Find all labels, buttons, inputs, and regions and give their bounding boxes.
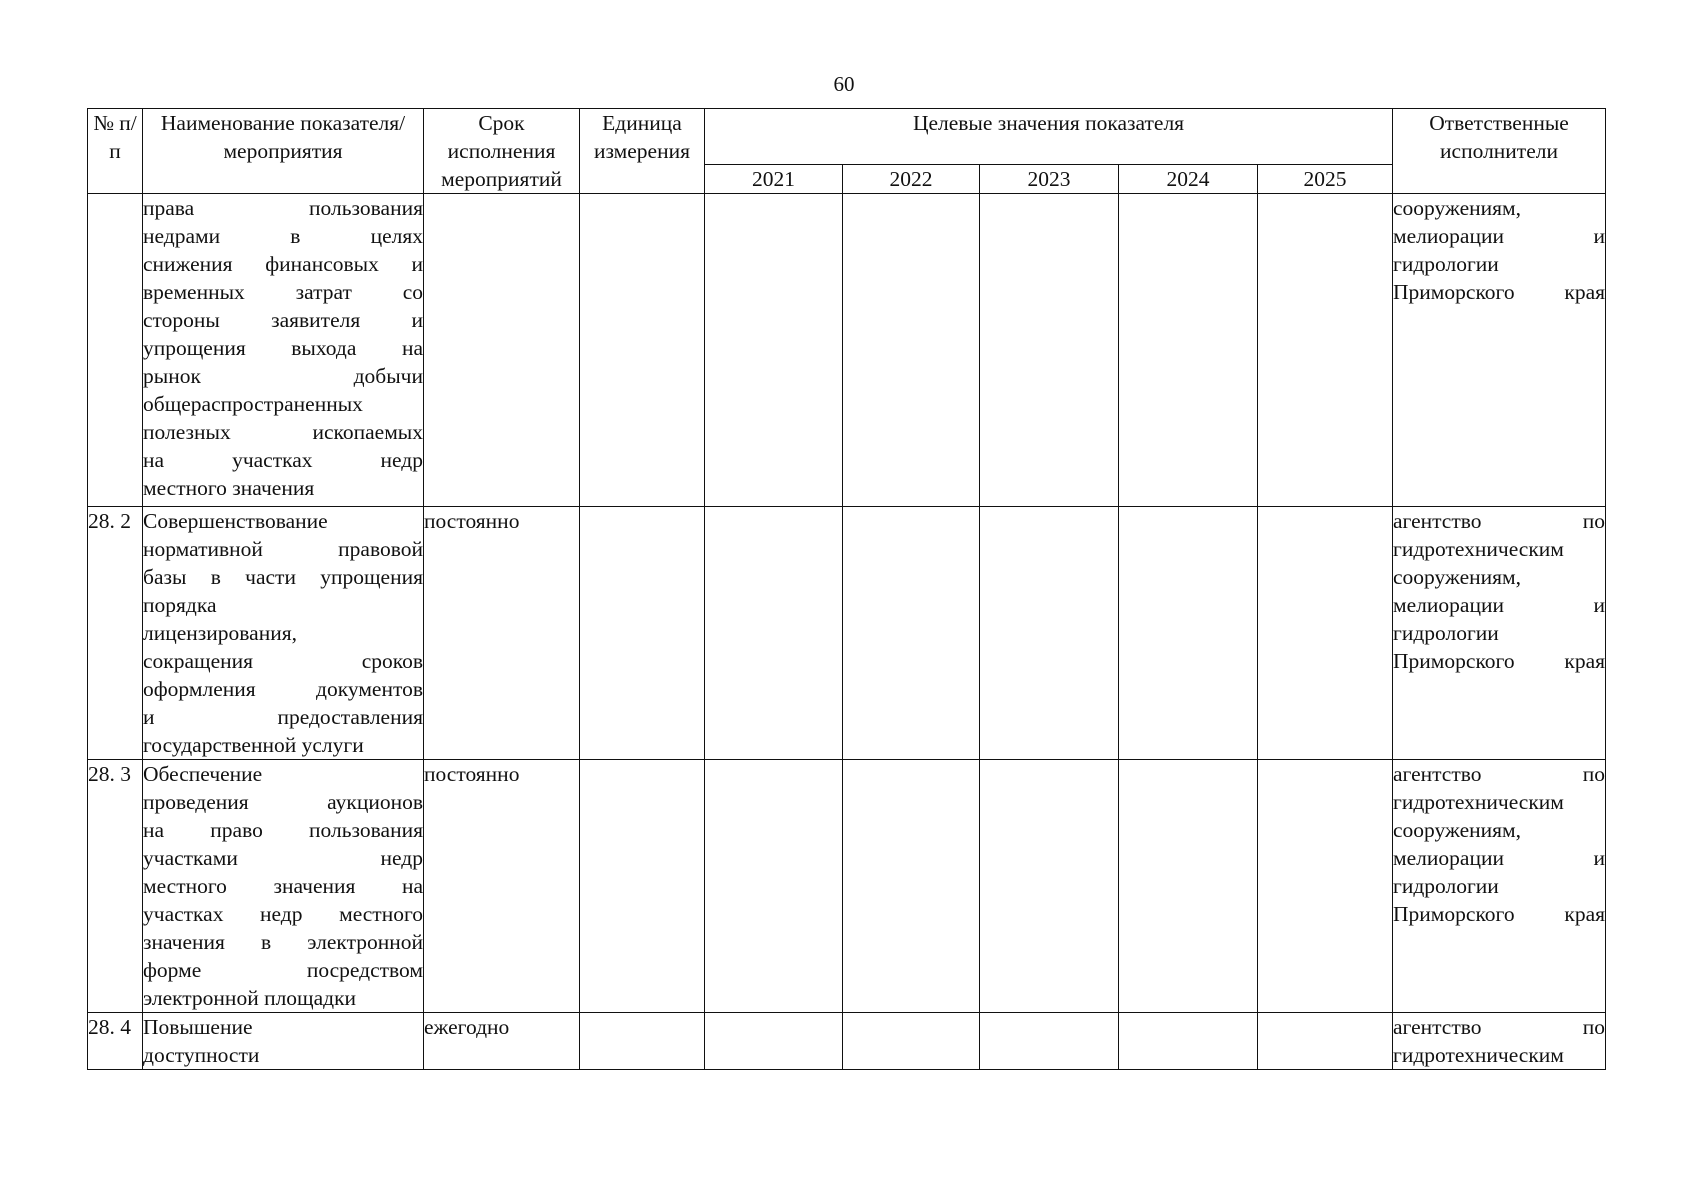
measure-name-line: нормативной правовой: [143, 537, 423, 561]
value-2021: [705, 760, 843, 1013]
measure-name-line: оформления документов: [143, 677, 423, 701]
measure-name-line: проведения аукционов: [143, 790, 423, 814]
measure-name-line: порядка: [143, 593, 217, 617]
responsible-line: гидротехническим: [1393, 537, 1564, 561]
header-targets: Целевые значения показателя: [705, 109, 1393, 165]
measure-name-line: лицензирования,: [143, 621, 297, 645]
measure-name-line: упрощения выхода на: [143, 336, 423, 360]
measure-name-line: рынок добычи: [143, 364, 423, 388]
table-row: [88, 507, 1606, 760]
measures-table: [87, 108, 1606, 1070]
measure-name-line: стороны заявителя и: [143, 308, 423, 332]
measure-name-line: полезных ископаемых: [143, 420, 423, 444]
measure-name-line: Совершенствование: [143, 509, 328, 533]
responsible-executor: [1393, 507, 1606, 760]
row-number: 28. 4: [88, 1013, 143, 1070]
responsible-executor: [1393, 194, 1606, 507]
unit-cell: [580, 194, 705, 507]
table-row: [88, 760, 1606, 1013]
responsible-line: сооружениям,: [1393, 818, 1521, 842]
measure-term: [424, 194, 580, 507]
value-2021: [705, 507, 843, 760]
header-responsible: Ответственные исполнители: [1393, 109, 1606, 194]
measure-name-line: участках недр местного: [143, 902, 423, 926]
value-2024: [1119, 194, 1258, 507]
value-2025: [1258, 194, 1393, 507]
measure-term: постоянно: [424, 760, 580, 1013]
measure-name: [143, 1013, 424, 1070]
responsible-line: Приморского края: [1393, 280, 1606, 304]
measure-name-line: местного значения: [143, 476, 315, 500]
header-unit: Единица измерения: [580, 109, 705, 194]
responsible-line: мелиорации и: [1393, 593, 1606, 617]
measure-name-line: снижения финансовых и: [143, 252, 423, 276]
measure-name: [143, 760, 424, 1013]
row-number: 28. 2: [88, 507, 143, 760]
measure-name-line: форме посредством: [143, 958, 423, 982]
measure-name-line: и предоставления: [143, 705, 423, 729]
value-2024: [1119, 760, 1258, 1013]
responsible-executor: [1393, 1013, 1606, 1070]
value-2021: [705, 1013, 843, 1070]
header-num: № п/п: [88, 109, 143, 194]
measure-name-line: временных затрат со: [143, 280, 423, 304]
responsible-line: гидрологии: [1393, 252, 1499, 276]
responsible-line: мелиорации и: [1393, 846, 1606, 870]
measure-name: [143, 507, 424, 760]
measure-name-line: на право пользования: [143, 818, 423, 842]
value-2021: [705, 194, 843, 507]
measure-name: [143, 194, 424, 507]
value-2022: [843, 507, 980, 760]
measure-name-line: базы в части упрощения: [143, 565, 423, 589]
table-row: [88, 1013, 1606, 1070]
unit-cell: [580, 1013, 705, 1070]
responsible-executor: [1393, 760, 1606, 1013]
header-year-2021: 2021: [705, 164, 843, 193]
measure-name-line: государственной услуги: [143, 733, 364, 757]
value-2022: [843, 194, 980, 507]
measure-name-line: общераспространенных: [143, 392, 363, 416]
value-2023: [980, 194, 1119, 507]
responsible-line: Приморского края: [1393, 649, 1606, 673]
measure-name-line: недрами в целях: [143, 224, 423, 248]
header-name: Наименование показателя/мероприятия: [143, 109, 424, 194]
responsible-line: Приморского края: [1393, 902, 1606, 926]
value-2022: [843, 1013, 980, 1070]
page-number: 60: [833, 72, 855, 96]
measure-term: постоянно: [424, 507, 580, 760]
measure-term: ежегодно: [424, 1013, 580, 1070]
value-2025: [1258, 760, 1393, 1013]
measure-name-line: Повышение: [143, 1015, 253, 1039]
measure-name-line: Обеспечение: [143, 762, 263, 786]
measure-name-line: доступности: [143, 1043, 260, 1067]
responsible-line: мелиорации и: [1393, 224, 1606, 248]
row-number: 28. 3: [88, 760, 143, 1013]
header-year-2023: 2023: [980, 164, 1119, 193]
responsible-line: гидрологии: [1393, 621, 1499, 645]
unit-cell: [580, 760, 705, 1013]
value-2024: [1119, 507, 1258, 760]
responsible-line: агентство по: [1393, 1015, 1606, 1039]
measure-name-line: электронной площадки: [143, 986, 357, 1010]
measure-name-line: местного значения на: [143, 874, 423, 898]
responsible-line: сооружениям,: [1393, 565, 1521, 589]
header-year-2024: 2024: [1119, 164, 1258, 193]
unit-cell: [580, 507, 705, 760]
row-number: [88, 194, 143, 507]
responsible-line: агентство по: [1393, 762, 1606, 786]
responsible-line: сооружениям,: [1393, 196, 1521, 220]
value-2023: [980, 1013, 1119, 1070]
responsible-line: гидрологии: [1393, 874, 1499, 898]
measure-name-line: права пользования: [143, 196, 423, 220]
table-row: [88, 194, 1606, 507]
value-2024: [1119, 1013, 1258, 1070]
header-year-2022: 2022: [843, 164, 980, 193]
measure-name-line: на участках недр: [143, 448, 423, 472]
responsible-line: гидротехническим: [1393, 790, 1564, 814]
header-year-2025: 2025: [1258, 164, 1393, 193]
value-2025: [1258, 1013, 1393, 1070]
header-term: Срок исполнения мероприятий: [424, 109, 580, 194]
measure-name-line: значения в электронной: [143, 930, 423, 954]
value-2022: [843, 760, 980, 1013]
measure-name-line: участками недр: [143, 846, 423, 870]
value-2023: [980, 507, 1119, 760]
value-2023: [980, 760, 1119, 1013]
measure-name-line: сокращения сроков: [143, 649, 423, 673]
responsible-line: агентство по: [1393, 509, 1606, 533]
value-2025: [1258, 507, 1393, 760]
responsible-line: гидротехническим: [1393, 1043, 1564, 1067]
